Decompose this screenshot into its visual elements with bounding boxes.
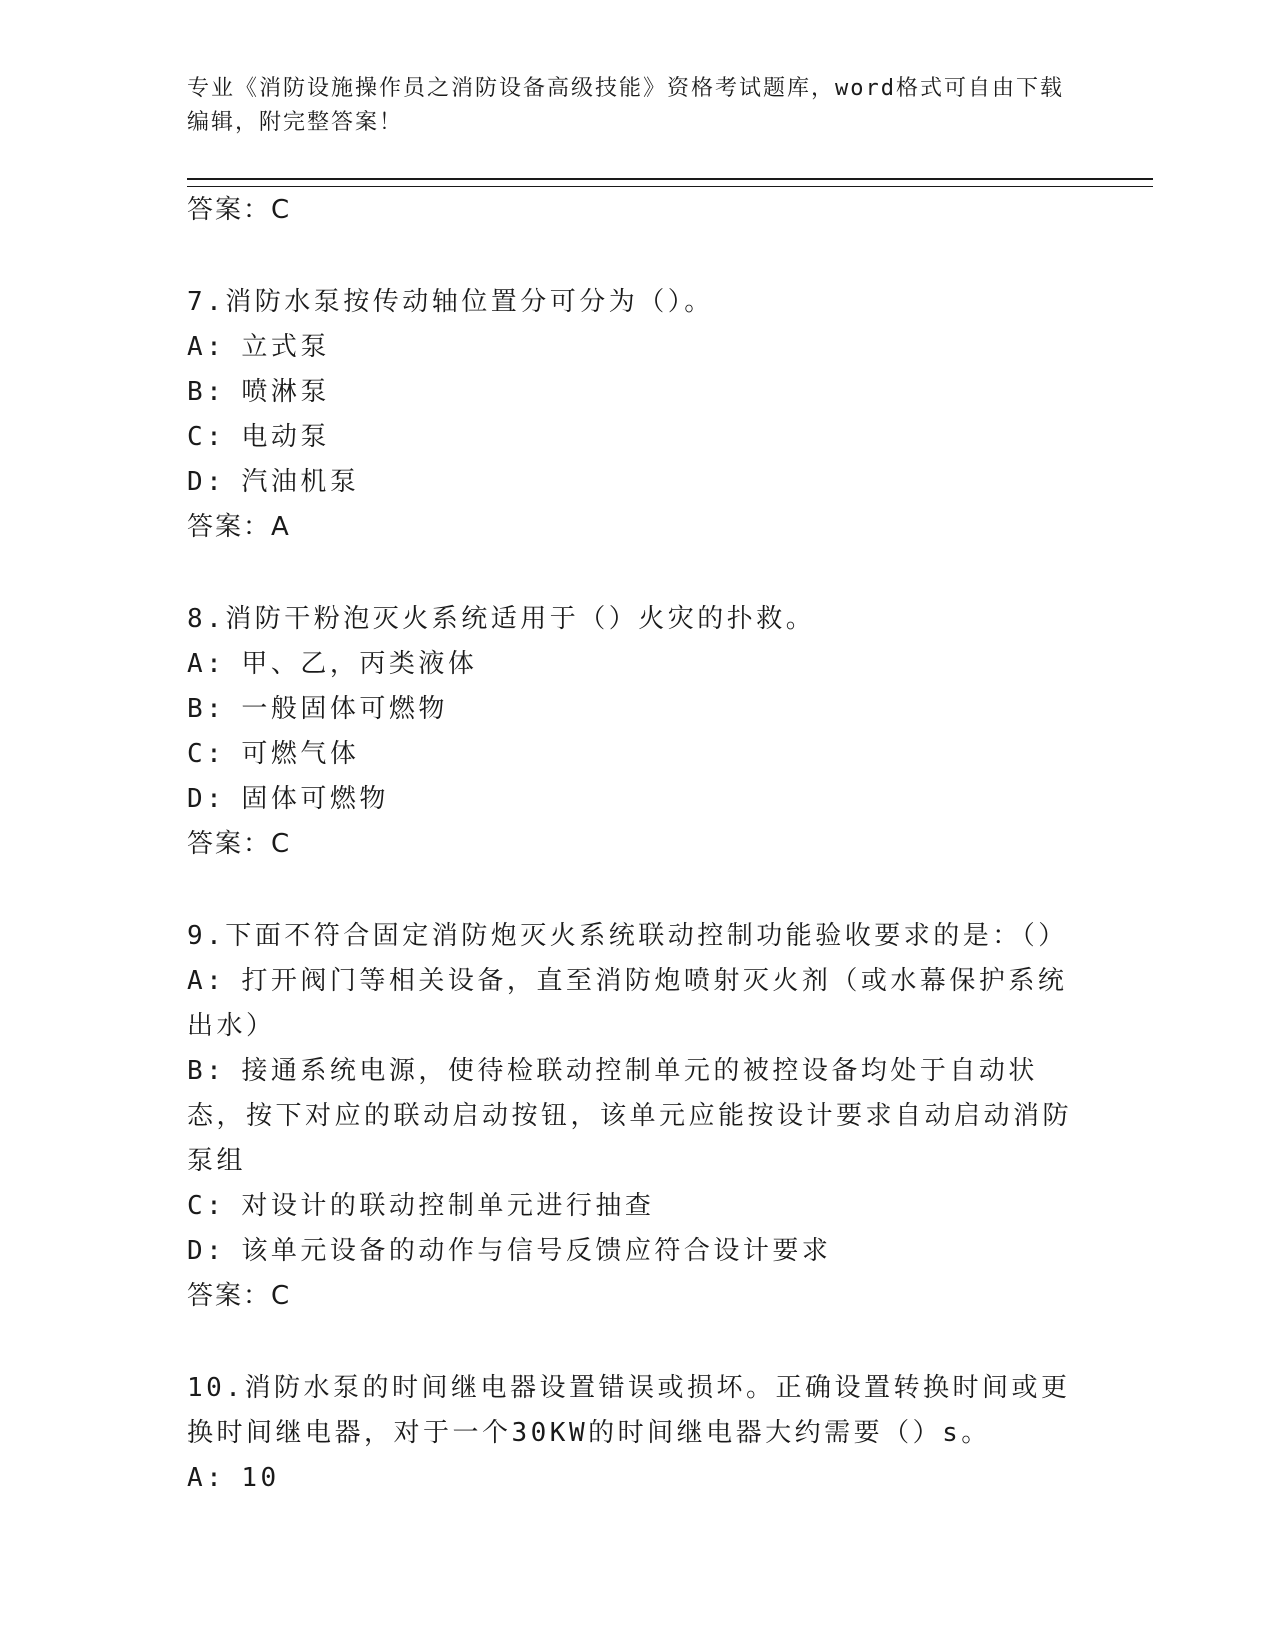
answer-value: C (271, 829, 292, 859)
header-divider (187, 178, 1153, 187)
option-text: 打开阀门等相关设备，直至消防炮喷射灭火剂（或水幕保护系统出水） (187, 966, 1068, 1041)
question-stem: 9.下面不符合固定消防炮灭火系统联动控制功能验收要求的是：（） (187, 921, 1068, 951)
option-text: 立式泵 (241, 332, 330, 362)
question-stem: 8.消防干粉泡灭火系统适用于（）火灾的扑救。 (187, 604, 816, 634)
option-text: 对设计的联动控制单元进行抽查 (241, 1191, 655, 1221)
option-a (187, 959, 1087, 1049)
option-text: 接通系统电源，使待检联动控制单元的被控设备均处于自动状态，按下对应的联动启动按钮，该单元应能按设计要求自动启动消防泵组 (187, 1056, 1073, 1176)
question-stem: 7.消防水泵按传动轴位置分可分为（）。 (187, 287, 714, 317)
option-a (187, 642, 1087, 687)
option-text: 电动泵 (241, 422, 330, 452)
option-key: D: (187, 784, 226, 814)
answer-label: 答案： (187, 512, 272, 542)
question-10 (187, 1366, 1087, 1501)
option-a (187, 1456, 1087, 1501)
question-list (187, 188, 1087, 1501)
option-key: B: (187, 377, 226, 407)
option-key: A: (187, 966, 226, 996)
option-d (187, 1229, 1087, 1274)
answer-label: 答案： (187, 1281, 272, 1311)
option-text: 10 (241, 1463, 280, 1493)
option-text: 汽油机泵 (241, 467, 360, 497)
option-d (187, 777, 1087, 822)
option-key: D: (187, 467, 226, 497)
question-8 (187, 597, 1087, 867)
answer-line-prev (187, 188, 1087, 233)
answer-value: C (271, 195, 292, 225)
answer-value: C (271, 1281, 292, 1311)
option-key: C: (187, 1191, 226, 1221)
option-key: C: (187, 422, 226, 452)
answer-label: 答案： (187, 195, 272, 225)
option-key: C: (187, 739, 226, 769)
option-text: 甲、乙，丙类液体 (241, 649, 478, 679)
option-key: A: (187, 332, 226, 362)
option-key: D: (187, 1236, 226, 1266)
question-stem: 10.消防水泵的时间继电器设置错误或损坏。正确设置转换时间或更换时间继电器，对于一个30KW的时间继电器大约需要（）s。 (187, 1373, 1071, 1448)
option-text: 可燃气体 (241, 739, 360, 769)
option-key: B: (187, 694, 226, 724)
option-a (187, 325, 1087, 370)
answer-line (187, 822, 1087, 867)
option-c (187, 732, 1087, 777)
document-header: 专业《消防设施操作员之消防设备高级技能》资格考试题库，word格式可自由下载编辑，附完整答案！ (187, 76, 1064, 135)
option-c (187, 1184, 1087, 1229)
option-c (187, 415, 1087, 460)
option-text: 喷淋泵 (241, 377, 330, 407)
option-text: 一般固体可燃物 (241, 694, 448, 724)
option-key: B: (187, 1056, 226, 1086)
option-text: 固体可燃物 (241, 784, 389, 814)
answer-line (187, 505, 1087, 550)
question-9 (187, 914, 1087, 1319)
option-key: A: (187, 1463, 226, 1493)
question-7 (187, 280, 1087, 550)
option-b (187, 370, 1087, 415)
answer-line (187, 1274, 1087, 1319)
option-b (187, 687, 1087, 732)
option-d (187, 460, 1087, 505)
answer-label: 答案： (187, 829, 272, 859)
option-b (187, 1049, 1087, 1184)
option-key: A: (187, 649, 226, 679)
option-text: 该单元设备的动作与信号反馈应符合设计要求 (241, 1236, 832, 1266)
answer-value: A (271, 512, 291, 542)
